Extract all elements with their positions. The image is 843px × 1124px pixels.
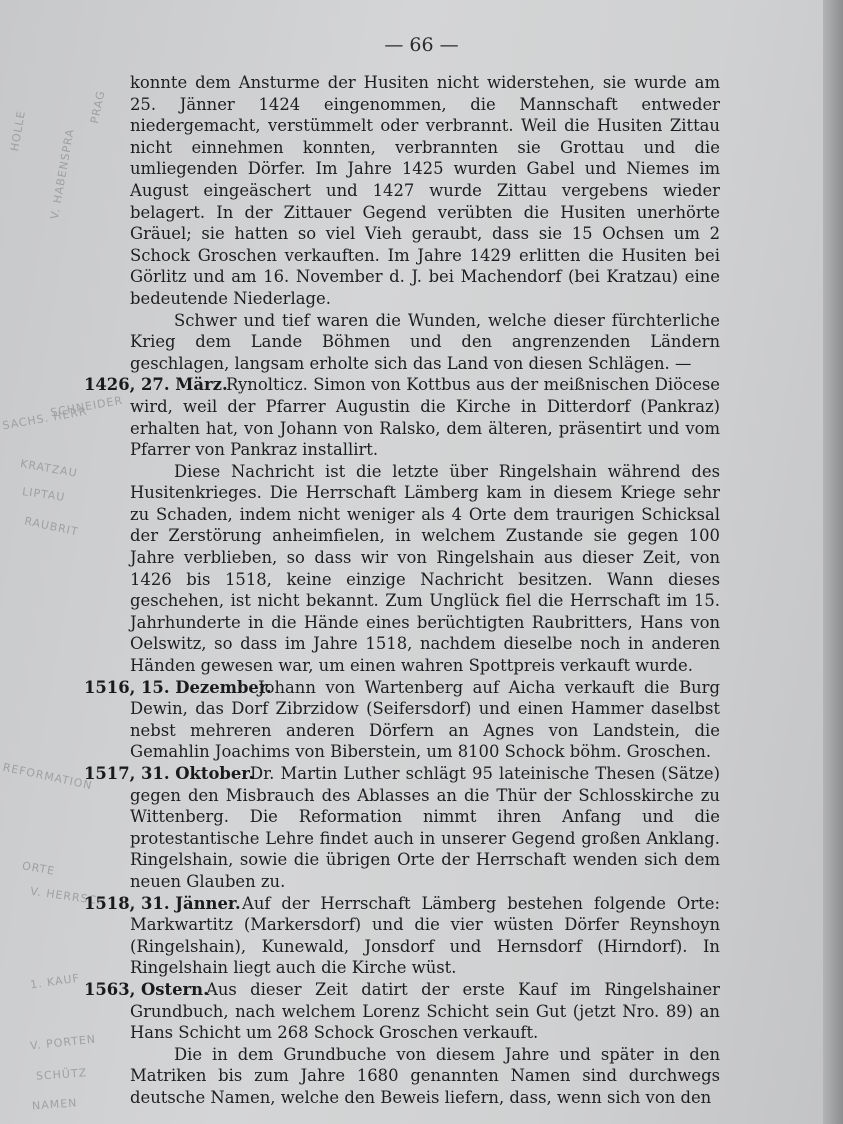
- entry-text: Rynolticz. Simon von Kottbus aus der meißnischen Diöcese wird, weil der Pfarrer Augustin die Kirche in Ditterdorf (Pankraz) erhalten hat, von Johann von Ralsko, dem älteren, präsentirt und vom Pfarrer von Pankraz installirt.: [130, 375, 720, 460]
- margin-note: V. PORTEN: [29, 1032, 97, 1053]
- paragraph: Diese Nachricht ist die letzte über Ringelshain während des Husitenkrieges. Die Herrschaft Lämberg kam in diesem Kriege sehr zu Schaden, indem nicht weniger als 4 Orte dem traurigen Schicksal der Zerstörung anheimfielen, in welchem Zustande sie gegen 100 Jahre verblieben, so dass wir von Ringelshain aus dieser Zeit, von 1426 bis 1518, keine einzige Nachricht besitzen. Wann dieses geschehen, ist nicht bekannt. Zum Unglück fiel die Herrschaft im 15. Jahrhunderte in die Hände eines berüchtigten Raubritters, Hans von Oelswitz, so dass im Jahre 1518, nachdem dieselbe noch in anderen Händen gewesen war, um einen wahren Spottpreis verkauft wurde.: [130, 461, 720, 676]
- margin-note: SCHNEIDER: [49, 393, 124, 420]
- page-edge: [823, 0, 843, 1124]
- page-number: — 66 —: [384, 34, 459, 56]
- margin-note: V. HABENSPRA: [48, 127, 77, 221]
- margin-note: 1. KAUF: [29, 971, 81, 992]
- entry-date: 1518, 31. Jänner.: [84, 893, 241, 913]
- margin-note: NAMEN: [31, 1096, 78, 1113]
- entry-text: Dr. Martin Luther schlägt 95 lateinische Thesen (Sätze) gegen den Misbrauch des Ablasses an die Thür der Schlosskirche zu Wittenberg. Die Reformation nimmt ihren Anfang und die protestantische Lehre findet auch in unserer Gegend großen Anklang. Ringelshain, sowie die übrigen Orte der Herrschaft wenden sich dem neuen Glauben zu.: [130, 764, 720, 891]
- chronicle-entry-1563: [84, 979, 720, 1044]
- paragraph: Die in dem Grundbuche von diesem Jahre und später in den Matriken bis zum Jahre 1680 genannten Namen sind durchwegs deutsche Namen, welche den Beweis liefern, dass, wenn sich von den: [130, 1044, 720, 1107]
- margin-note: REFORMATION: [1, 760, 94, 793]
- margin-note: V. HERRSCH: [29, 884, 108, 909]
- entry-text: Johann von Wartenberg auf Aicha verkauft die Burg Dewin, das Dorf Zibrzidow (Seifersdorf) und einen Hammer daselbst nebst mehreren anderen Dörfern an Agnes von Landstein, die Gemahlin Joachims von Biberstein, um 8100 Schock böhm. Groschen.: [130, 677, 720, 762]
- entry-text: Aus dieser Zeit datirt der erste Kauf im Ringelshainer Grundbuch, nach welchem Lorenz Schicht sein Gut (jetzt Nro. 89) an Hans Schicht um 268 Schock Groschen verkauft.: [130, 979, 720, 1043]
- margin-note: RAUBRIT: [23, 514, 80, 539]
- entry-date: 1516, 15. Dezember.: [84, 677, 272, 697]
- entry-date: 1517, 31. Oktober.: [84, 764, 255, 783]
- chronicle-entry-1517: [84, 763, 720, 893]
- margin-note: SCHÜTZ: [35, 1066, 88, 1083]
- margin-notes: [0, 0, 124, 1124]
- entry-text: Auf der Herrschaft Lämberg bestehen folgende Orte: Markwartitz (Markersdorf) und die vier wüsten Dörfer Reynshoyn (Ringelshain), Kunewald, Jonsdorf und Hernsdorf (Hirndorf). In Ringelshain liegt auch die Kirche wüst.: [130, 893, 720, 978]
- margin-note: SACHS. HERR: [1, 404, 89, 433]
- chronicle-entry-1516: [84, 677, 720, 763]
- margin-note: ORTE: [21, 859, 57, 878]
- paragraph: konnte dem Ansturme der Husiten nicht widerstehen, sie wurde am 25. Jänner 1424 eingenommen, die Mannschaft entweder niedergemacht, verstümmelt oder verbrannt. Weil die Husiten Zittau nicht einnehmen konnten, verbrannten sie Grottau und die umliegenden Dörfer. Im Jahre 1425 wurden Gabel und Niemes im August eingeäschert und 1427 wurde Zittau vergebens wieder belagert. In der Zittauer Gegend verübten die Husiten unerhörte Gräuel; sie hatten so viel Vieh geraubt, dass sie 15 Ochsen um 2 Schock Groschen verkauften. Im Jahre 1429 erlitten die Husiten bei Görlitz und am 16. November d. J. bei Machendorf (bei Kratzau) eine bedeutende Niederlage.: [130, 73, 720, 308]
- entry-date: 1426, 27. März.: [84, 375, 228, 395]
- margin-note: PRAG: [88, 89, 108, 125]
- chronicle-entry-1518: [84, 893, 720, 979]
- paragraph: Schwer und tief waren die Wunden, welche dieser fürchterliche Krieg dem Lande Böhmen und den angrenzenden Ländern geschlagen, langsam erholte sich das Land von diesen Schlägen. —: [130, 310, 720, 373]
- margin-note: HOLLE: [8, 109, 28, 153]
- margin-note: LIPTAU: [21, 485, 67, 504]
- entry-date: 1563, Ostern.: [84, 979, 209, 999]
- margin-note: KRATZAU: [19, 457, 79, 480]
